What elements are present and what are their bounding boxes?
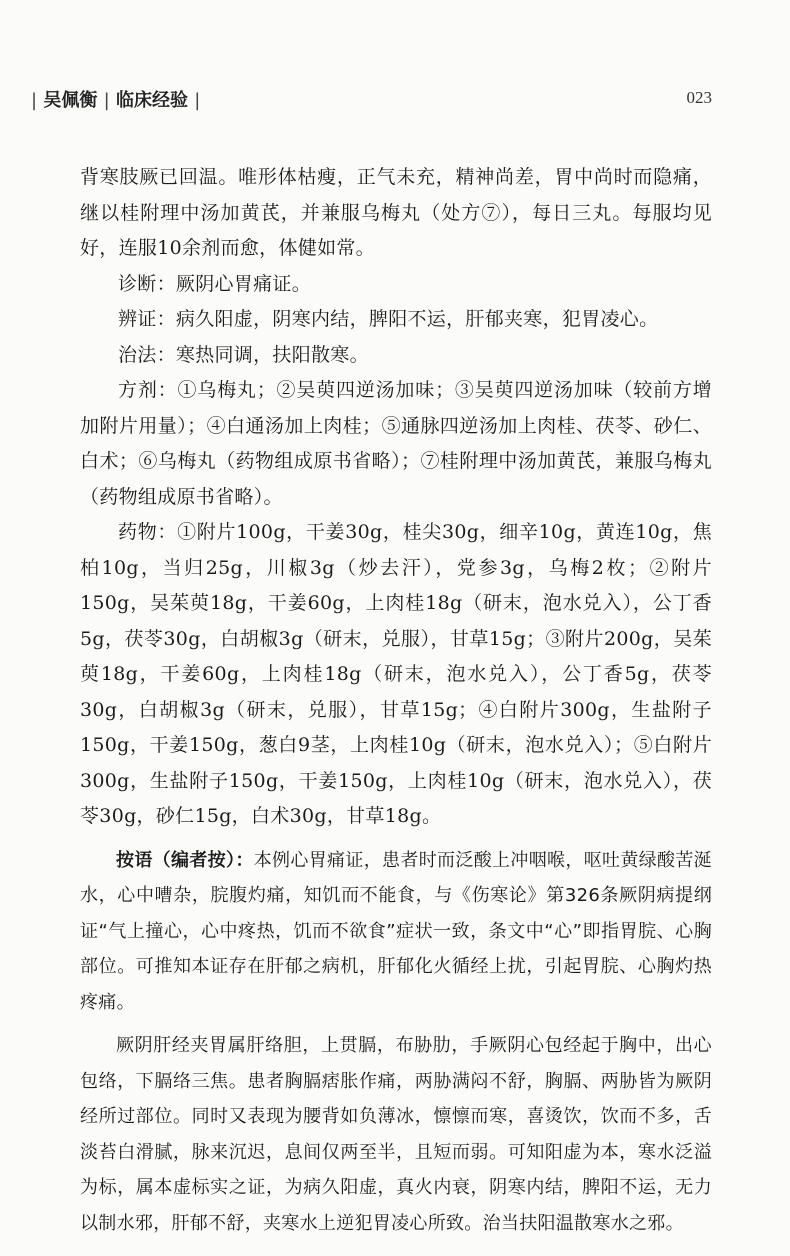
header-divider: | [103, 90, 110, 111]
header-title: 临床经验 [116, 90, 188, 111]
page-body [80, 160, 712, 1241]
prescriptions-paragraph: 方剂：①乌梅丸；②吴萸四逆汤加味；③吴萸四逆汤加味（较前方增加附片用量）；④白通汤加上肉桂；⑤通脉四逆汤加上肉桂、茯苓、砂仁、白术；⑥乌梅丸（药物组成原书省略）；⑦桂附理中汤加黄芪，兼服乌梅丸（药物组成原书省略）。 [80, 379, 712, 508]
editor-note-paragraph [80, 843, 712, 1021]
header-author: 吴佩衡 [43, 90, 98, 111]
differentiation-paragraph: 辨证：病久阳虚，阴寒内结，脾阳不运，肝郁夹寒，犯胃凌心。 [118, 308, 659, 330]
analysis-paragraph: 厥阴肝经夹胃属肝络胆，上贯膈，布胁肋，手厥阴心包经起于胸中，出心包络，下膈络三焦。患者胸膈痞胀作痛，两胁满闷不舒，胸膈、两胁皆为厥阴经所过部位。同时又表现为腰背如负薄冰，懔懔而寒，喜烫饮，饮而不多，舌淡苔白滑腻，脉来沉迟，息间仅两至半，且短而弱。可知阳虚为本，寒水泛溢为标，属本虚标实之证，为病久阳虚，真火内衰，阴寒内结，脾阳不运，无力以制水邪，肝郁不舒，夹寒水上逆犯胃凌心所致。治当扶阳温散寒水之邪。 [80, 1035, 712, 1234]
treatment-method-paragraph: 治法：寒热同调，扶阳散寒。 [118, 343, 369, 366]
diagnosis-paragraph: 诊断：厥阴心胃痛证。 [118, 272, 312, 295]
header-divider: | [31, 90, 38, 111]
medicines-paragraph: 药物：①附片100g，干姜30g，桂尖30g，细辛10g，黄连10g，焦柏10g，当归25g，川椒3g（炒去汗），党参3g，乌梅2枚；②附片150g，吴茱萸18g，干姜60g，上肉桂18g（研末，泡水兑入），公丁香5g，茯苓30g，白胡椒3g（研末，兑服），甘草15g；③附片200g，吴茱萸18g，干姜60g，上肉桂18g（研末，泡水兑入），公丁香5g，茯苓30g，白胡椒3g（研末，兑服），甘草15g；④白附片300g，生盐附子150g，干姜150g，葱白9茎，上肉桂10g（研末，泡水兑入）；⑤白附片300g，生盐附子150g，干姜150g，上肉桂10g（研末，泡水兑入），茯苓30g，砂仁15g，白术30g，甘草18g。 [80, 521, 712, 827]
editor-note-text: 本例心胃痛证，患者时而泛酸上冲咽喉，呕吐黄绿酸苦涎水，心中嘈杂，脘腹灼痛，知饥而不能食，与《伤寒论》第326条厥阴病提纲证“气上撞心，心中疼热，饥而不欲食”症状一致，条文中“心”即指胃脘、心胸部位。可推知本证存在肝郁之病机，肝郁化火循经上扰，引起胃脘、心胸灼热疼痛。 [80, 849, 713, 1013]
header-divider: | [194, 90, 201, 111]
page-number: 023 [686, 88, 712, 107]
editor-note-label: 按语（编者按）： [116, 849, 254, 871]
running-header [31, 86, 200, 112]
paragraph-continuation: 背寒肢厥已回温。唯形体枯瘦，正气未充，精神尚差，胃中尚时而隐痛，继以桂附理中汤加黄芪，并兼服乌梅丸（处方⑦），每日三丸。每服均见好，连服10余剂而愈，体健如常。 [80, 166, 712, 259]
